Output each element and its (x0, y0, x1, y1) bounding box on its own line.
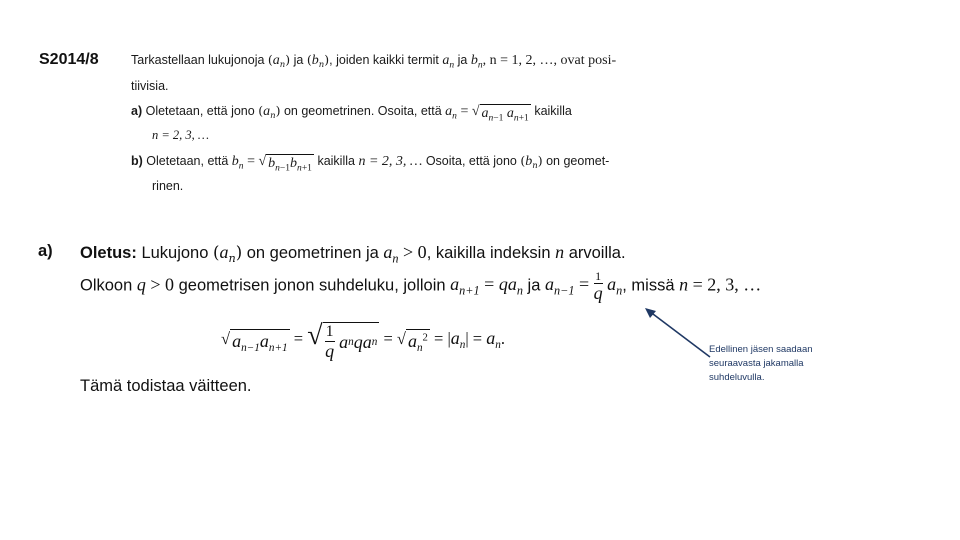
task-intro-and2: ja (457, 53, 468, 67)
note-arrow (640, 305, 720, 365)
solution-assumption (80, 242, 626, 266)
index-symbol: n (555, 242, 565, 262)
task-part-a-label: a) (131, 104, 143, 118)
task-part-a-text: Oletetaan, että jono (145, 104, 255, 118)
task-part-b-line2: rinen. (152, 179, 184, 193)
task-intro-line1 (131, 52, 616, 70)
index-range: n = 2, 3, … (679, 274, 762, 295)
task-part-a-text2: on geometrinen. Osoita, että (283, 104, 442, 118)
positivity-condition: $a_n > 0$ (383, 242, 427, 266)
task-part-a-line2: n = 2, 3, … (152, 128, 210, 142)
sqrt-substituted: √ $\frac{1}{q}$ a n qa n (307, 320, 378, 361)
task-intro-rest: , joiden kaikki termit (329, 53, 439, 67)
annotation-note: Edellinen jäsen saadaan seuraavasta jakamalla suhdeluvulla. (709, 344, 813, 383)
task-part-b-formula: $b_n$ = √ $b_{n-1}b_{n+1}$ (231, 154, 312, 174)
note-arrow-head (645, 308, 656, 318)
assumption-label: Oletus: (80, 244, 137, 262)
sequence-a-symbol-2: $(a_n)$ (258, 103, 281, 121)
task-part-b-text3: Osoita, että jono (425, 154, 517, 168)
task-intro-n: , n = 1, 2, …, ovat posi- (482, 53, 617, 68)
solution-label: a) (38, 242, 53, 260)
assumption-text1: Lukujono (141, 244, 209, 262)
term-b-symbol: $b_n$ (470, 53, 483, 71)
sequence-a-symbol: $(a_n)$ (267, 52, 291, 70)
task-part-b (131, 153, 609, 173)
line2-text1: Olkoon (80, 276, 133, 295)
line2-text3: ja (527, 276, 541, 295)
conclusion: Tämä todistaa väitteen. (80, 377, 252, 395)
note-arrow-line (649, 311, 710, 357)
task-id: S2014/8 (39, 51, 99, 68)
sequence-a-symbol-3: $(a_n)$ (213, 242, 243, 265)
sequence-b-symbol-2: $(b_n)$ (520, 153, 543, 171)
assumption-text4: arvoilla. (568, 244, 626, 262)
sqrt-product: √ $a_{n-1}a_{n+1}$ (221, 329, 288, 354)
previous-term-formula: $a_{n-1}$ = $\frac{1}{q}$ $a_n$ (544, 269, 623, 303)
task-part-b-label: b) (131, 154, 143, 168)
task-intro-text: Tarkastellaan lukujonoja (131, 53, 265, 67)
task-part-a (131, 103, 572, 123)
task-part-b-text: Oletetaan, että (146, 154, 229, 168)
task-part-a-text3: kaikilla (534, 104, 572, 118)
task-intro-line2: tiivisia. (131, 79, 169, 93)
line2-text4: , missä (622, 276, 675, 295)
next-term-formula: $a_{n+1} = qa_n$ (450, 274, 523, 298)
task-part-b-n: n = 2, 3, … (358, 154, 423, 169)
main-equation: √ $a_{n-1}a_{n+1}$ = √ $\frac{1}{q}$ a n qa n = √ $a_n^2$ = $|a_n| = a_n$. (221, 320, 505, 361)
solution-line2 (80, 270, 761, 302)
ratio-condition: q > 0 (136, 274, 175, 295)
task-intro-and: ja (293, 53, 304, 67)
term-a-symbol: $a_n$ (442, 53, 455, 71)
assumption-text2: on geometrinen ja (246, 244, 379, 262)
task-part-b-text2: kaikilla (317, 154, 355, 168)
task-part-b-text4: on geomet- (546, 154, 610, 168)
line2-text2: geometrisen jonon suhdeluku, jolloin (178, 276, 446, 295)
assumption-text3: , kaikilla indeksin (426, 244, 551, 262)
task-part-a-formula: $a_n$ = √ $a_{n-1}$ $a_{n+1}$ (445, 104, 529, 124)
sqrt-square: √ $a_n^2$ (396, 329, 428, 354)
sequence-b-symbol: $(b_n)$ (306, 52, 330, 70)
